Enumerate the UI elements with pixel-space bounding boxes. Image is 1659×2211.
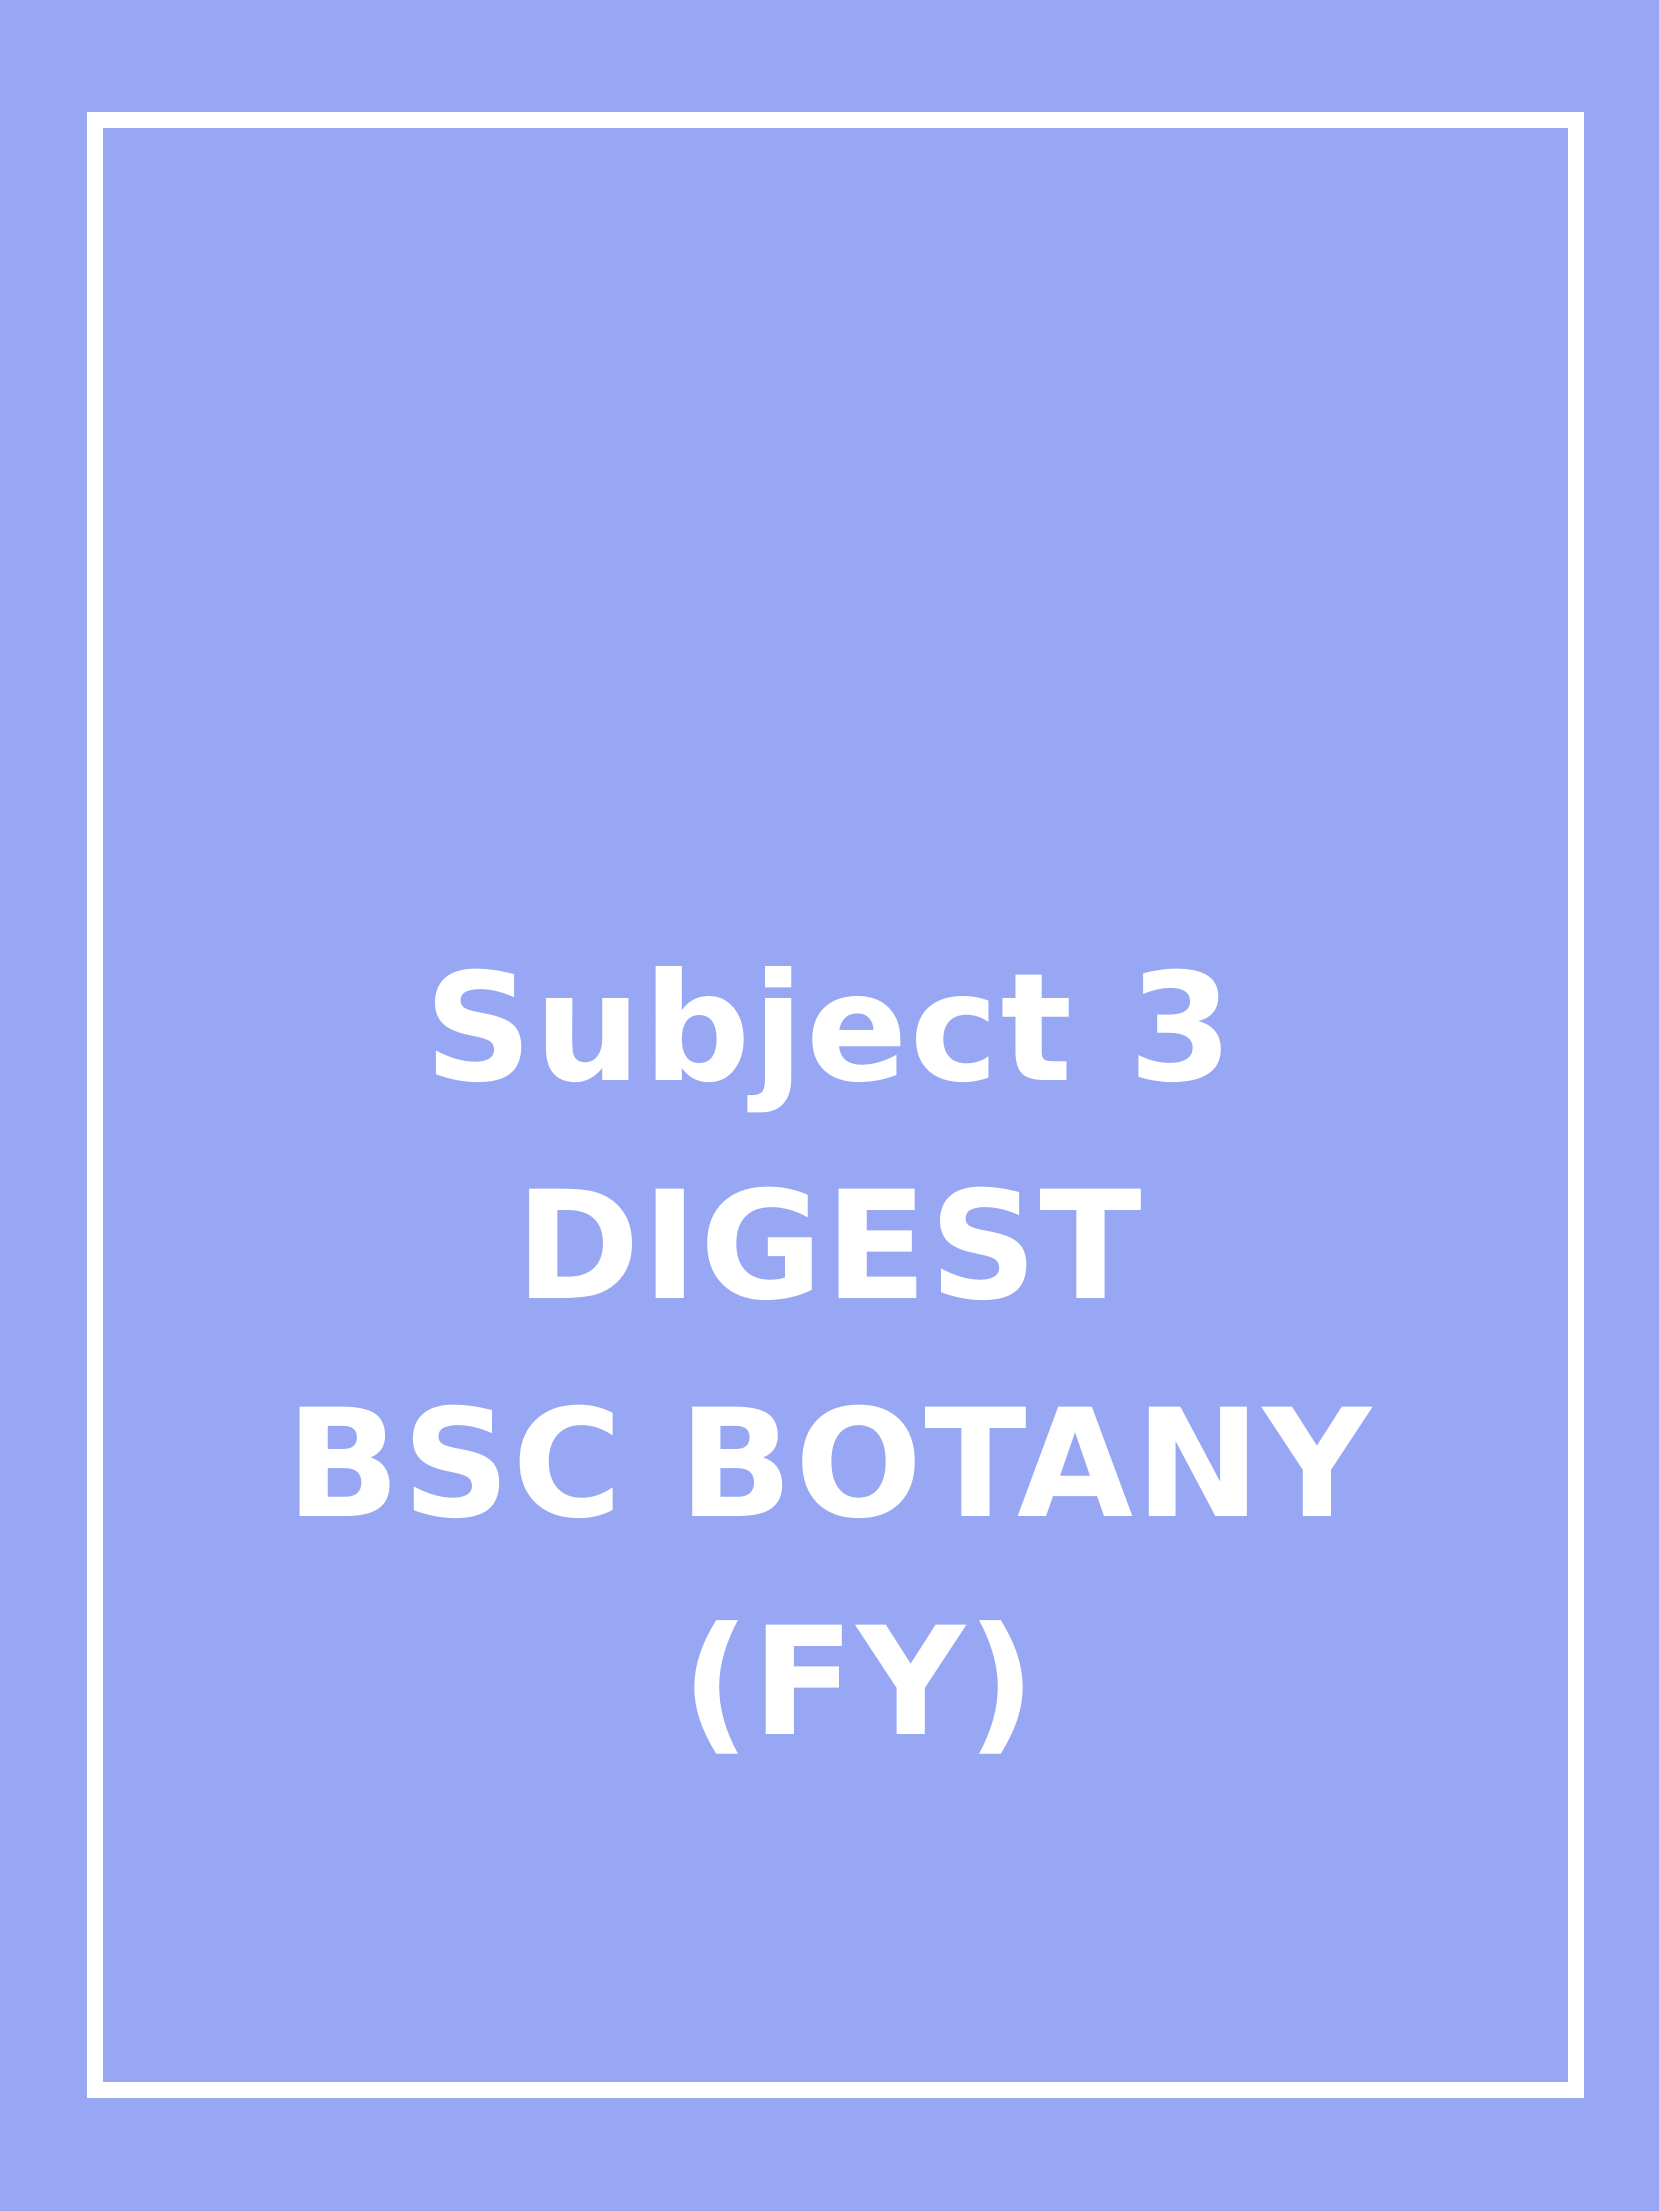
course-label: BSC BOTANY [285, 1378, 1374, 1552]
cover-title [0, 920, 1659, 1792]
subject-label: Subject 3 [424, 942, 1235, 1116]
digest-label: DIGEST [515, 1160, 1144, 1334]
year-label: (FY) [681, 1596, 1038, 1770]
